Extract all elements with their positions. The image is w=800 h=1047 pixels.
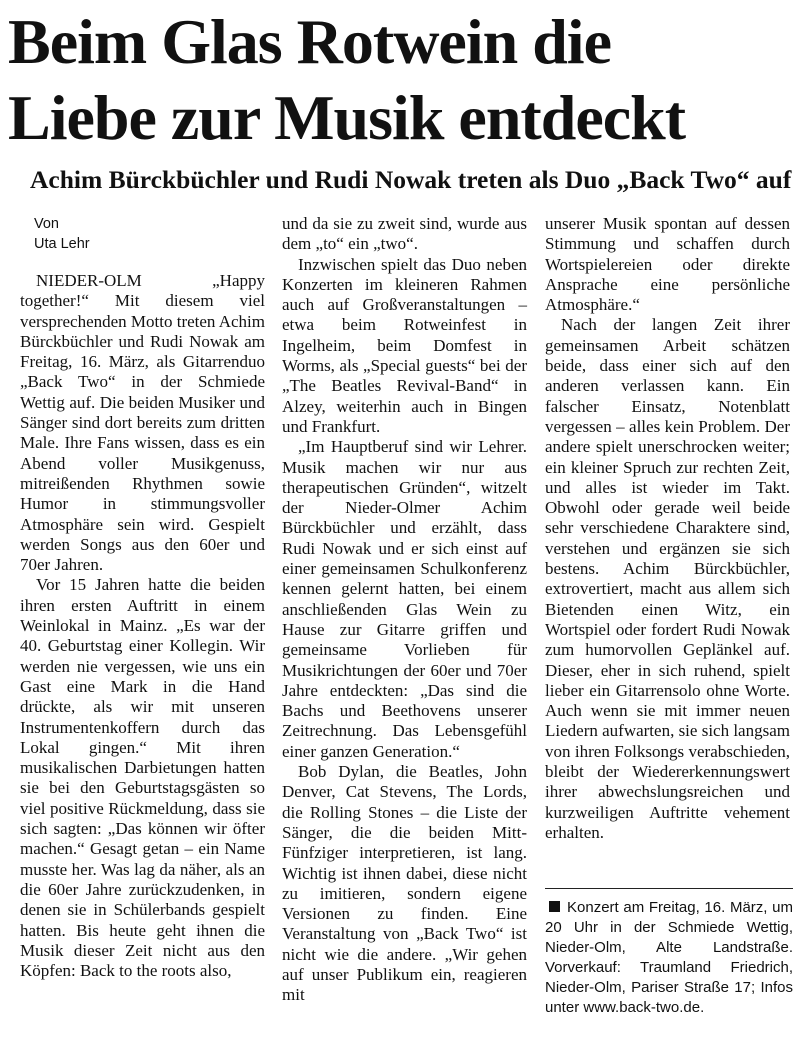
byline-prefix: Von xyxy=(34,216,59,232)
square-bullet-icon xyxy=(549,901,560,912)
info-divider xyxy=(545,888,793,889)
article-column-3 xyxy=(545,214,790,843)
paragraph: Vor 15 Jahren hatte die beiden ihren ersten Auftritt in einem Weinlokal in Mainz. „Es war der 40. Geburtstag einer Kollegin. Wir werden nie vergessen, wie uns ein Gast eine Mark in die Hand drückte, als wir mit unseren Instrumentenkoffern durch das Lokal gingen.“ Mit ihren musikalischen Darbietungen hatten sie bei den Geburtstagsgästen so viel positive Rückmeldung, dass sie sich sagten: „Das können wir öfter machen.“ Gesagt getan – ein Name musste her. Was lag da näher, als an die 60er Jahre zurückzudenken, in denen sie in Schülerbands gespielt hatten. Bis heute geht ihnen die Musik dieser Zeit nicht aus den Köpfen: Back to the roots also, xyxy=(20,575,265,981)
info-box xyxy=(545,898,793,1018)
paragraph: Nach der langen Zeit ihrer gemeinsamen Arbeit schätzen beide, dass einer sich auf den anderen verlassen kann. Ein falscher Einsatz, Notenblatt vergessen – alles kein Problem. Der andere spielt unerschrocken weiter; ein kleiner Spruch zur rechten Zeit, und alles ist wieder im Takt. Obwohl oder gerade weil beide sehr verschiedene Charaktere sind, verstehen und ergänzen sie sich bestens. Achim Bürckbüchler, extrovertiert, macht aus allem sich Bietenden einen Witz, ein Wortspiel oder fordert Rudi Nowak zum humorvollen Geplänkel auf. Dieser, eher in sich ruhend, spielt lieber ein Gitarrensolo ohne Worte. Auch wenn sie mit immer neuen Liedern aufwarten, sie sich langsam von ihren Folksongs verabschieden, bleibt der Wiedererkennungswert ihrer abwechslungsreichen und kurzweiligen Auftritte vehement erhalten. xyxy=(545,315,790,842)
headline-line-2: Liebe zur Musik entdeckt xyxy=(8,82,686,153)
info-text: Konzert am Freitag, 16. März, um 20 Uhr in der Schmiede Wettig, Nieder-Olm, Alte Landstraße. Vorverkauf: Traumland Friedrich, Nieder-Olm, Pariser Straße 17; Infos unter www.back-two.de. xyxy=(545,899,793,1016)
headline-line-1: Beim Glas Rotwein die xyxy=(8,6,611,77)
article-column-2 xyxy=(282,214,527,1006)
headline xyxy=(8,4,793,156)
paragraph: „Im Hauptberuf sind wir Lehrer. Musik machen wir nur aus therapeutischen Gründen“, witzelt der Nieder-Olmer Achim Bürckbüchler und erzählt, dass Rudi Nowak und er sich einst auf einer gemeinsamen Schulkonferenz kennen gelernt hatten, bei einem anschließenden Glas Wein zu Hause zur Gitarre griffen und gemeinsame Vorlieben für Musikrichtungen der 60er und 70er Jahre entdeckten: „Das sind die Bachs und Beethovens unserer Zeitrechnung. Das Lebensgefühl einer ganzen Generation.“ xyxy=(282,437,527,761)
subheadline: Achim Bürckbüchler und Rudi Nowak treten als Duo „Back Two“ auf xyxy=(30,165,792,194)
byline-author: Uta Lehr xyxy=(34,236,90,252)
article-column-1 xyxy=(20,214,265,981)
paragraph: Inzwischen spielt das Duo neben Konzerten im kleineren Rahmen auch auf Großveranstaltungen – etwa beim Rotweinfest in Ingelheim, beim Domfest in Worms, als „Special guests“ bei der „The Beatles Revival-Band“ in Alzey, weiterhin auch in Bingen und Frankfurt. xyxy=(282,254,527,436)
paragraph-continued: und da sie zu zweit sind, wurde aus dem „to“ ein „two“. xyxy=(282,214,527,254)
paragraph: NIEDER-OLM „Happy together!“ Mit diesem viel versprechenden Motto treten Achim Bürckbüchler und Rudi Nowak am Freitag, 16. März, als Gitarrenduo „Back Two“ in der Schmiede Wettig auf. Die beiden Musiker und Sänger sind dort bereits zum dritten Male. Ihre Fans wissen, dass es ein Abend voller Musikgenuss, mitreißenden Rhythmen sowie Humor in stimmungsvoller Atmosphäre sein wird. Gespielt werden Songs aus den 60er und 70er Jahren. xyxy=(20,271,266,575)
paragraph-continued: unserer Musik spontan auf dessen Stimmung und schaffen durch Wortspielereien oder direkte Ansprache eine persönliche Atmosphäre.“ xyxy=(545,214,790,315)
paragraph: Bob Dylan, die Beatles, John Denver, Cat Stevens, The Lords, die Rolling Stones – die Liste der Sänger, die die beiden Mitt-Fünfziger interpretieren, ist lang. Wichtig ist ihnen dabei, diese nicht zu imitieren, sondern eigene Versionen zu finden. Eine Veranstaltung von „Back Two“ ist nicht wie die andere. „Wir gehen auf unser Publikum ein, reagieren mit xyxy=(282,762,527,1005)
byline xyxy=(34,214,265,254)
